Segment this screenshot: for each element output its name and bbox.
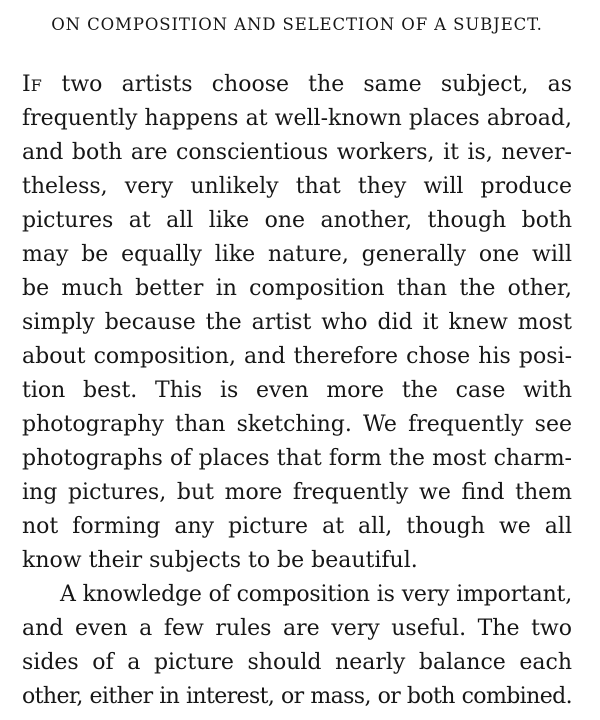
book-page <box>22 14 572 714</box>
paragraph-2 <box>22 578 572 714</box>
small-caps-letter: F <box>30 76 43 95</box>
paragraph-1-line-11: photography than sketching. We frequently see <box>22 412 572 437</box>
paragraph-1-line-2: frequently happens at well-known places abroad, <box>22 106 572 131</box>
paragraph-1-line-14: not forming any picture at all, though we all <box>22 514 572 539</box>
paragraph-2-line-4: other, either in interest, or mass, or both combined. <box>22 684 572 709</box>
paragraph-1-line-7: be much better in composition than the other, <box>22 276 572 301</box>
body-text <box>22 68 572 714</box>
paragraph-1-line-6: may be equally like nature, generally one will <box>22 242 572 267</box>
paragraph-1-line-15: know their subjects to be beautiful. <box>22 548 418 573</box>
line-text: two artists choose the same subject, as <box>42 72 572 97</box>
paragraph-1-line-8: simply because the artist who did it knew most <box>22 310 572 335</box>
paragraph-1 <box>22 68 572 578</box>
paragraph-1-line-1 <box>22 68 572 102</box>
paragraph-2-line-1: A knowledge of composition is very important, <box>60 582 572 607</box>
initial-letter: I <box>22 72 31 97</box>
paragraph-1-line-13: ing pictures, but more frequently we find them <box>22 480 572 505</box>
paragraph-1-line-4: theless, very unlikely that they will produce <box>22 174 572 199</box>
paragraph-1-line-5: pictures at all like one another, though both <box>22 208 572 233</box>
paragraph-1-line-9: about composition, and therefore chose his posi- <box>22 344 572 369</box>
paragraph-1-line-10: tion best. This is even more the case with <box>22 378 572 403</box>
paragraph-1-line-12: photographs of places that form the most charm- <box>22 446 572 471</box>
paragraph-1-line-3: and both are conscientious workers, it is, never- <box>22 140 572 165</box>
running-heading: ON COMPOSITION AND SELECTION OF A SUBJECT. <box>51 15 543 34</box>
paragraph-2-line-3: sides of a picture should nearly balance each <box>22 650 572 675</box>
paragraph-2-line-2: and even a few rules are very useful. The two <box>22 616 572 641</box>
